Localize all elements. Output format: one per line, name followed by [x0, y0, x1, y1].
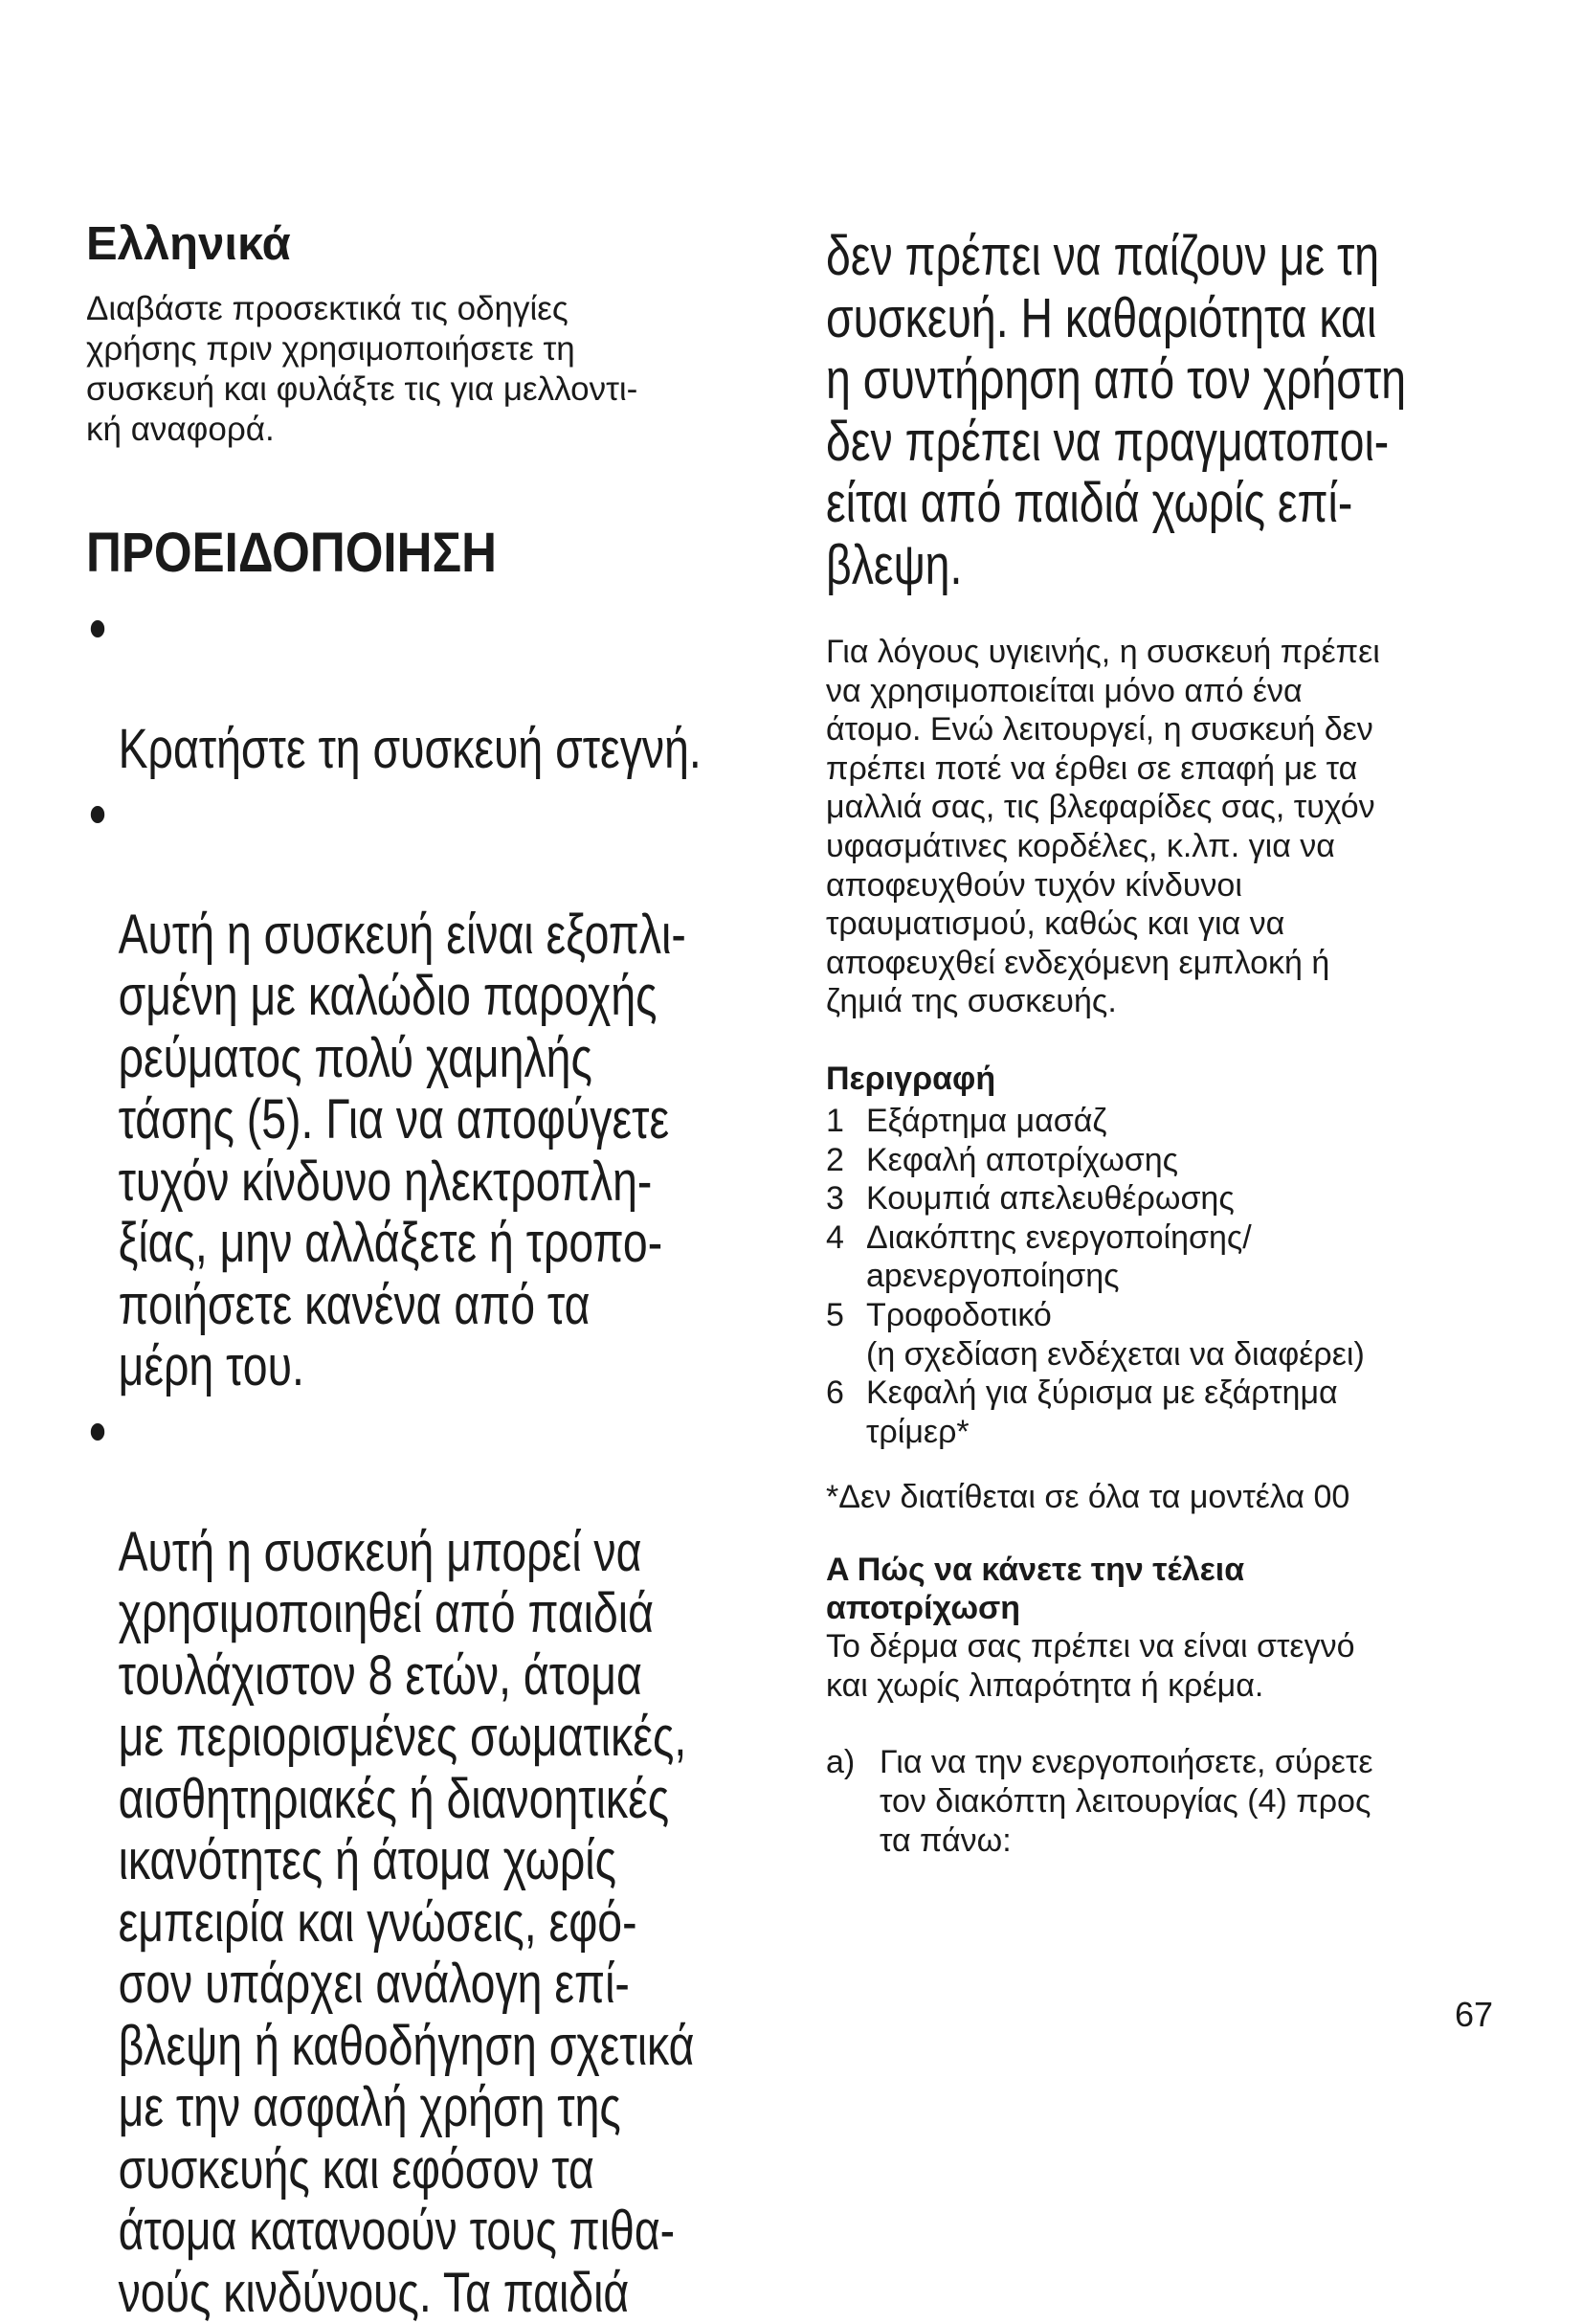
- description-item-number: 4: [826, 1218, 866, 1296]
- description-item-label: Τροφοδοτικό (η σχεδίαση ενδέχεται να διαφέρει): [866, 1296, 1365, 1374]
- hygiene-text: Για λόγους υγιεινής, η συσκευή πρέπει να χρησιμοποιείται μόνο από ένα άτομο. Ενώ λειτουργεί, η συσκευή δεν πρέπει ποτέ να έρθει σε επαφή με τα μαλλιά σας, τις βλεφαρίδες σας, τυχόν υφασμάτινες κορδέλες, κ.λπ. για να αποφευχθούν τυχόν κίνδυνοι τραυματισμού, καθώς και για να αποφευχθεί ενδεχόμενη εμπλοκή ή ζημιά της συσκευής.: [826, 633, 1515, 1021]
- description-item-number: 2: [826, 1141, 866, 1180]
- right-column: [826, 226, 1515, 1860]
- description-item: [826, 1374, 1515, 1451]
- warning-continuation-text: δεν πρέπει να παίζουν με τη συσκευή. Η καθαριότητα και η συντήρηση από τον χρήστη δεν πρέπει να πραγματοποι- είται από παιδιά χωρίς επί- βλεψη.: [826, 226, 1553, 596]
- warning-item-text: Αυτή η συσκευή είναι εξοπλι- σμένη με καλώδιο παροχής ρεύματος πολύ χαμηλής τάσης (5). Για να αποφύγετε τυχόν κίνδυνο ηλεκτροπλη- ξίας, μην αλλάξετε ή τροπο- ποιήσετε κανένα από τα μέρη του.: [119, 904, 686, 1398]
- footnote: *Δεν διατίθεται σε όλα τα μοντέλα 00: [826, 1478, 1515, 1516]
- section-a-heading: A Πώς να κάνετε την τέλεια αποτρίχωση: [826, 1551, 1515, 1627]
- step-list: [826, 1743, 1515, 1860]
- warning-continuation: [826, 226, 1553, 596]
- warning-item: [86, 781, 814, 1398]
- warning-item: [86, 1398, 814, 2324]
- intro-text: Διαβάστε προσεκτικά τις οδηγίες χρήσης πριν χρησιμοποιήσετε τη συσκευή και φυλάξτε τις για μελλοντι- κή αναφορά.: [86, 289, 814, 450]
- left-column: [86, 216, 814, 2324]
- step-letter: a): [826, 1743, 880, 1860]
- language-heading: Ελληνικά: [86, 216, 814, 272]
- page-number: 67: [1455, 1996, 1493, 2034]
- step-item: [826, 1743, 1515, 1860]
- description-item-label: Κεφαλή για ξύρισμα με εξάρτημα τρίμερ*: [866, 1374, 1338, 1451]
- description-item-number: 5: [826, 1296, 866, 1374]
- description-item: [826, 1102, 1515, 1141]
- description-item: [826, 1141, 1515, 1180]
- description-item: [826, 1218, 1515, 1296]
- description-item-label: Κουμπιά απελευθέρωσης: [866, 1179, 1235, 1218]
- bullet-dot-icon: [91, 1423, 104, 1441]
- warning-item-text: Αυτή η συσκευή μπορεί να χρησιμοποιηθεί από παιδιά τουλάχιστον 8 ετών, άτομα με περιορισμένες σωματικές, αισθητηριακές ή διανοητικές ικανότητες ή άτομα χωρίς εμπειρία και γνώσεις, εφό- σον υπάρχει ανάλογη επί- βλεψη ή καθοδήγηση σχετικά με την ασφαλή χρήση της συσκευής και εφόσον τα άτομα κατανοούν τους πιθα- νούς κινδύνους. Τα παιδιά: [119, 1521, 695, 2324]
- description-item: [826, 1179, 1515, 1218]
- warning-body: [86, 595, 814, 2324]
- description-item-number: 1: [826, 1102, 866, 1141]
- warning-list: [86, 595, 814, 2324]
- description-heading: Περιγραφή: [826, 1060, 1515, 1098]
- warning-item: [86, 595, 814, 781]
- warning-item-text: Κρατήστε τη συσκευή στεγνή.: [119, 718, 702, 780]
- description-item-number: 6: [826, 1374, 866, 1451]
- section-a-text: Το δέρμα σας πρέπει να είναι στεγνό και χωρίς λιπαρότητα ή κρέμα.: [826, 1627, 1515, 1705]
- bullet-dot-icon: [91, 806, 104, 823]
- description-item: [826, 1296, 1515, 1374]
- step-text: Για να την ενεργοποιήσετε, σύρετε τον διακόπτη λειτουργίας (4) προς τα πάνω:: [880, 1743, 1373, 1860]
- warning-heading: ΠΡΟΕΙΔΟΠΟΙΗΣΗ: [86, 525, 726, 582]
- description-item-label: Διακόπτης ενεργοποίησης/ apενεργοποίησης: [866, 1218, 1252, 1296]
- description-item-label: Κεφαλή αποτρίχωσης: [866, 1141, 1178, 1180]
- description-item-number: 3: [826, 1179, 866, 1218]
- description-list: [826, 1102, 1515, 1451]
- description-item-label: Εξάρτημα μασάζ: [866, 1102, 1106, 1141]
- bullet-dot-icon: [91, 620, 104, 637]
